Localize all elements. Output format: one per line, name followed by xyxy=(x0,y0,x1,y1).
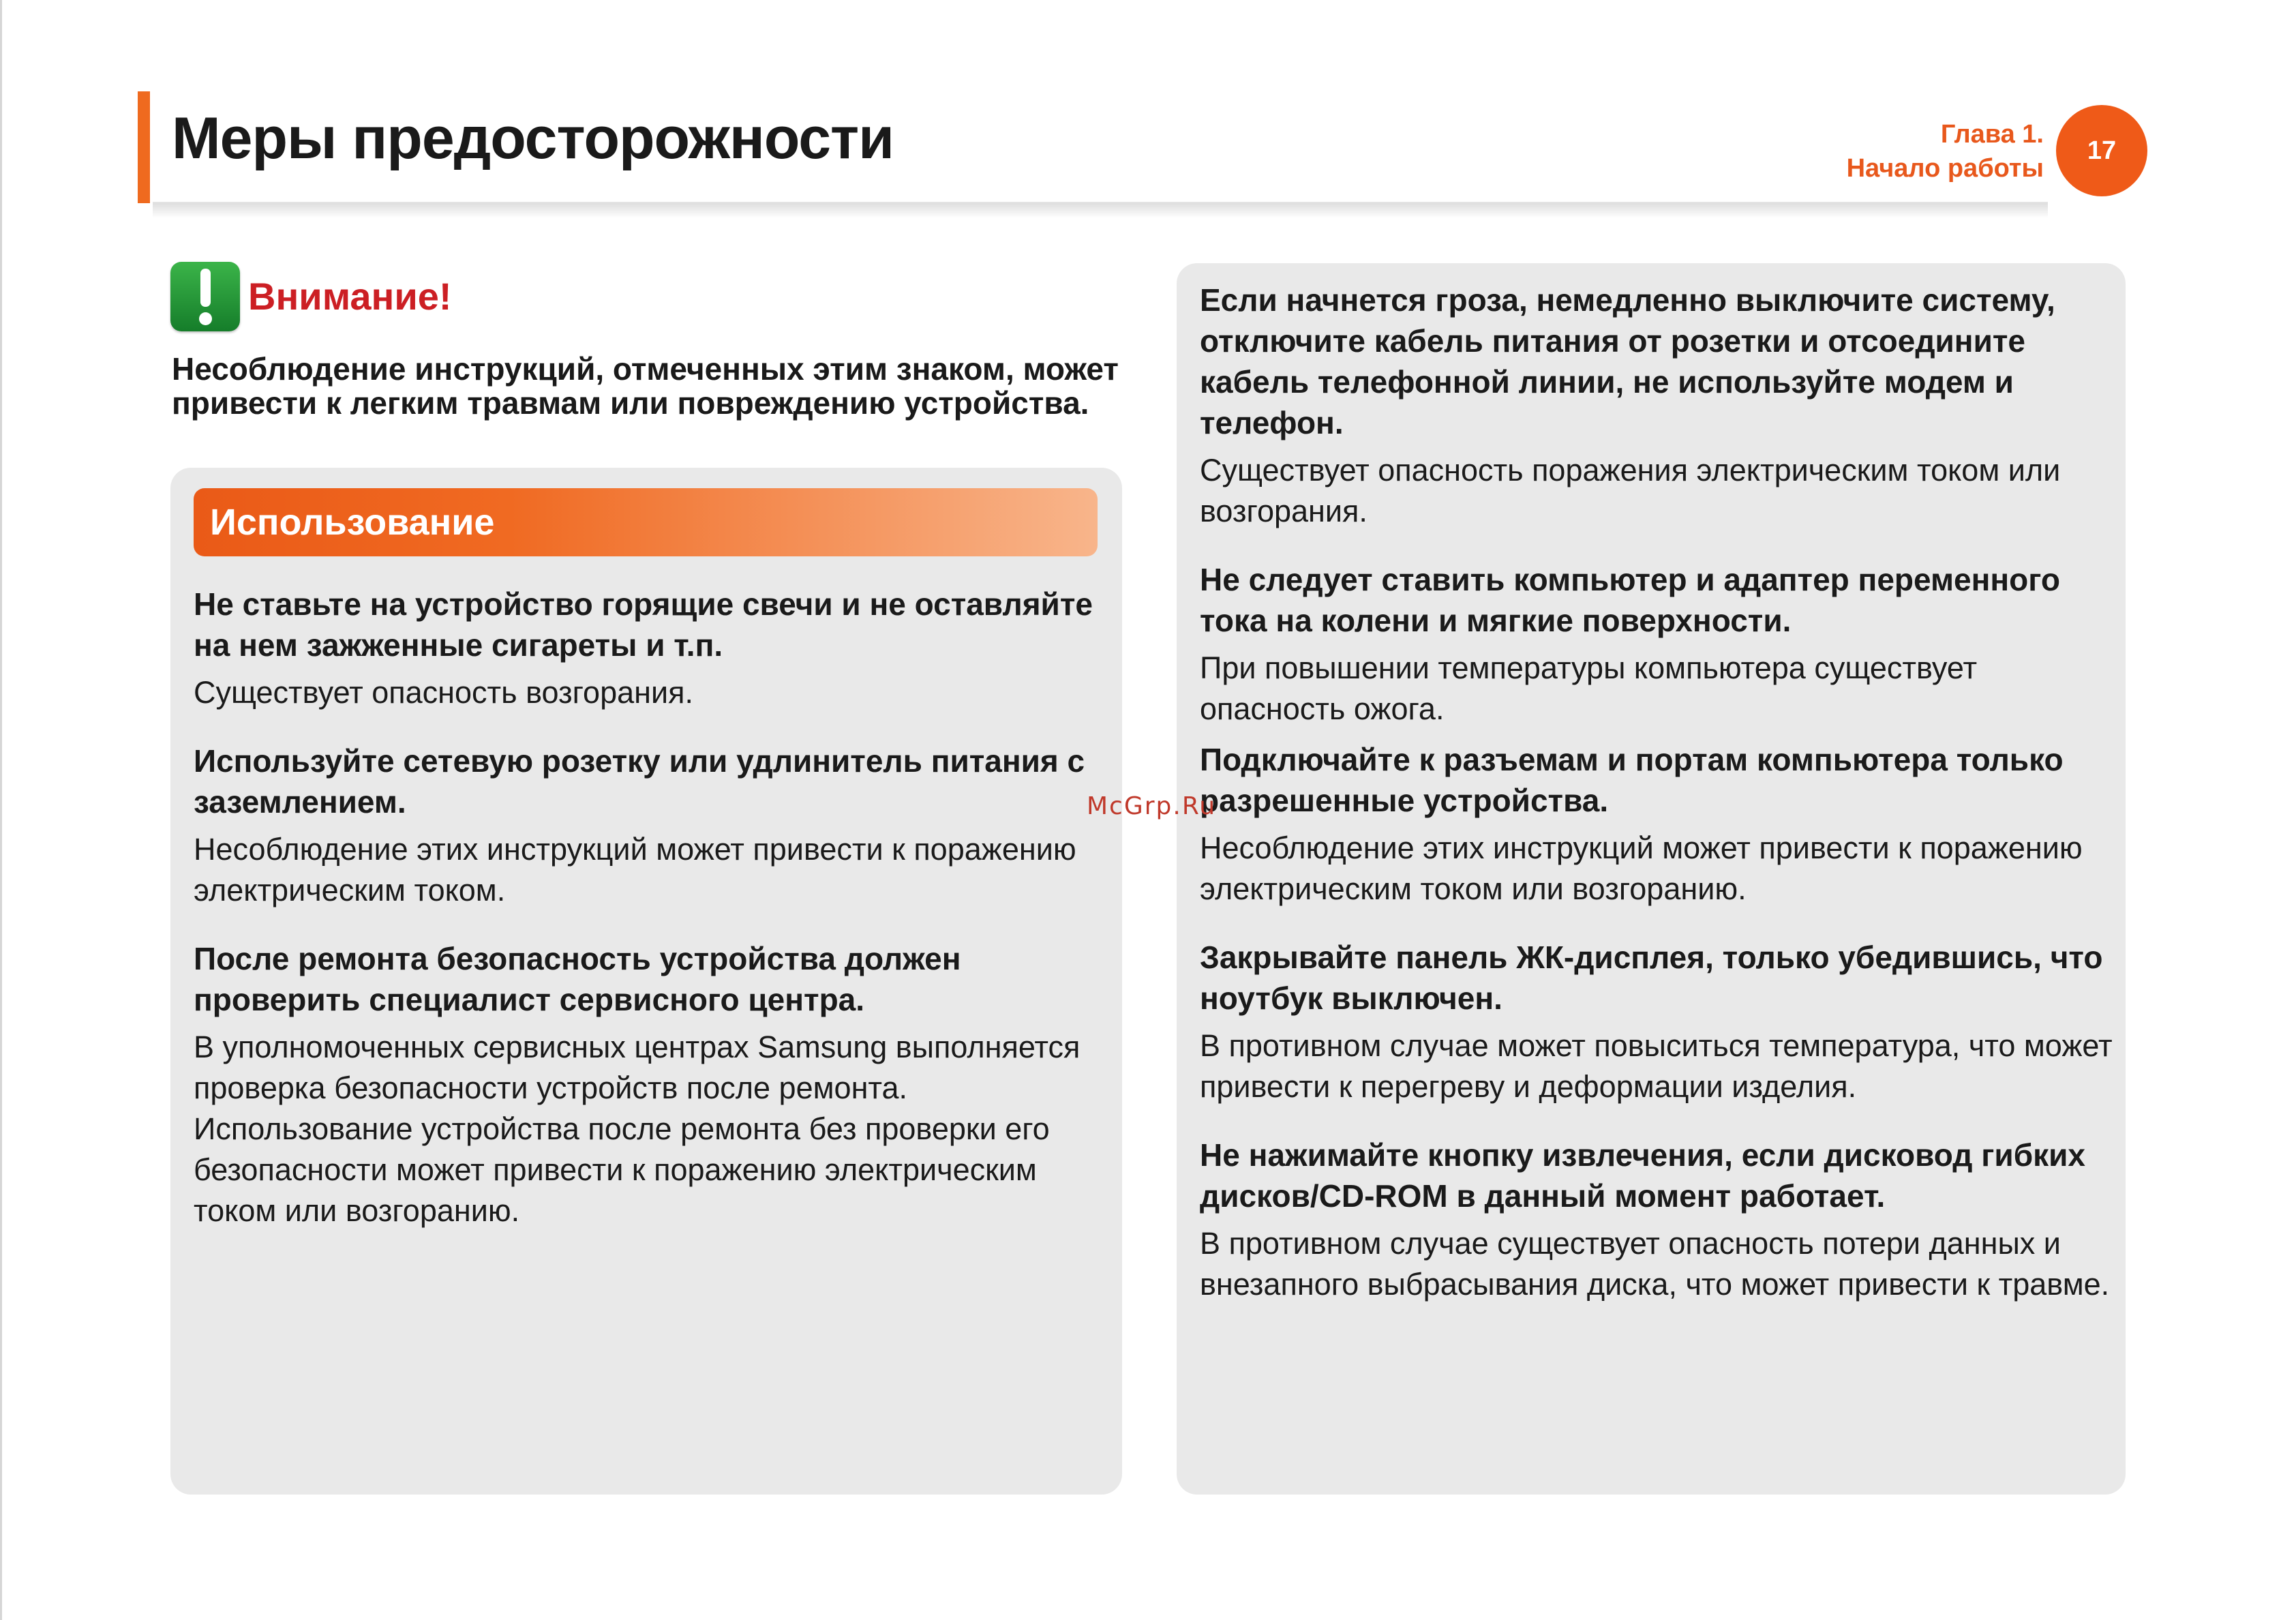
caution-text: Несоблюдение инструкций, отмеченных этим знаком, может привести к легким травмам или повреждению устройства. xyxy=(172,351,1119,421)
item-title: Не следует ставить компьютер и адаптер переменного тока на колени и мягкие поверхности. xyxy=(1200,562,2060,638)
left-column xyxy=(194,584,1104,1259)
list-item xyxy=(194,938,1104,1231)
item-desc: Несоблюдение этих инструкций может привести к поражению электрическим током или возгоранию. xyxy=(1200,830,2083,906)
chapter-number: Глава 1. xyxy=(1940,120,2044,149)
item-desc: В противном случае существует опасность потери данных и внезапного выбрасывания диска, что может привести к травме. xyxy=(1200,1226,2110,1302)
item-title: Закрывайте панель ЖК-дисплея, только убедившись, что ноутбук выключен. xyxy=(1200,940,2103,1016)
item-desc: В противном случае может повыситься температура, что может привести к перегреву и деформации изделия. xyxy=(1200,1028,2113,1104)
list-item xyxy=(1200,739,2113,910)
list-item xyxy=(194,584,1104,713)
item-desc: В уполномоченных сервисных центрах Samsung выполняется проверка безопасности устройств после ремонта. Использование устройства после ремонта без проверки его безопасности может привести к поражению электрическим током или возгоранию. xyxy=(194,1030,1081,1228)
list-item xyxy=(1200,937,2113,1107)
page-number-badge: 17 xyxy=(2056,105,2147,196)
item-title: Если начнется гроза, немедленно выключите систему, отключите кабель питания от розетки и отсоедините кабель телефонной линии, не используйте модем и телефон. xyxy=(1200,282,2055,440)
item-desc: Существует опасность поражения электрическим током или возгорания. xyxy=(1200,453,2061,528)
right-column xyxy=(1200,280,2113,1332)
item-title: Не нажимайте кнопку извлечения, если дисковод гибких дисков/CD-ROM в данный момент работает. xyxy=(1200,1137,2086,1214)
chapter-label xyxy=(1847,117,2044,185)
item-title: Не ставьте на устройство горящие свечи и не оставляйте на нем зажженные сигареты и т.п. xyxy=(194,586,1093,663)
title-accent-bar xyxy=(138,91,150,203)
chapter-name: Начало работы xyxy=(1846,154,2044,183)
item-title: После ремонта безопасность устройства должен проверить специалист сервисного центра. xyxy=(194,941,961,1017)
list-item xyxy=(1200,559,2113,730)
item-desc: При повышении температуры компьютера существует опасность ожога. xyxy=(1200,650,1978,726)
page-title: Меры предосторожности xyxy=(172,106,894,171)
item-desc: Существует опасность возгорания. xyxy=(194,675,693,710)
section-header-usage: Использование xyxy=(194,488,1098,556)
list-item xyxy=(194,740,1104,911)
list-item xyxy=(1200,280,2113,532)
item-title: Используйте сетевую розетку или удлинитель питания с заземлением. xyxy=(194,743,1085,820)
header-divider xyxy=(153,202,2048,218)
item-title: Подключайте к разъемам и портам компьютера только разрешенные устройства. xyxy=(1200,742,2064,818)
item-desc: Несоблюдение этих инструкций может привести к поражению электрическим током. xyxy=(194,832,1076,907)
caution-title: Внимание! xyxy=(248,275,452,318)
exclamation-icon xyxy=(170,262,240,331)
list-item xyxy=(1200,1135,2113,1305)
watermark: McGrp.Ru xyxy=(1087,792,1217,820)
page-edge xyxy=(0,0,2,1620)
